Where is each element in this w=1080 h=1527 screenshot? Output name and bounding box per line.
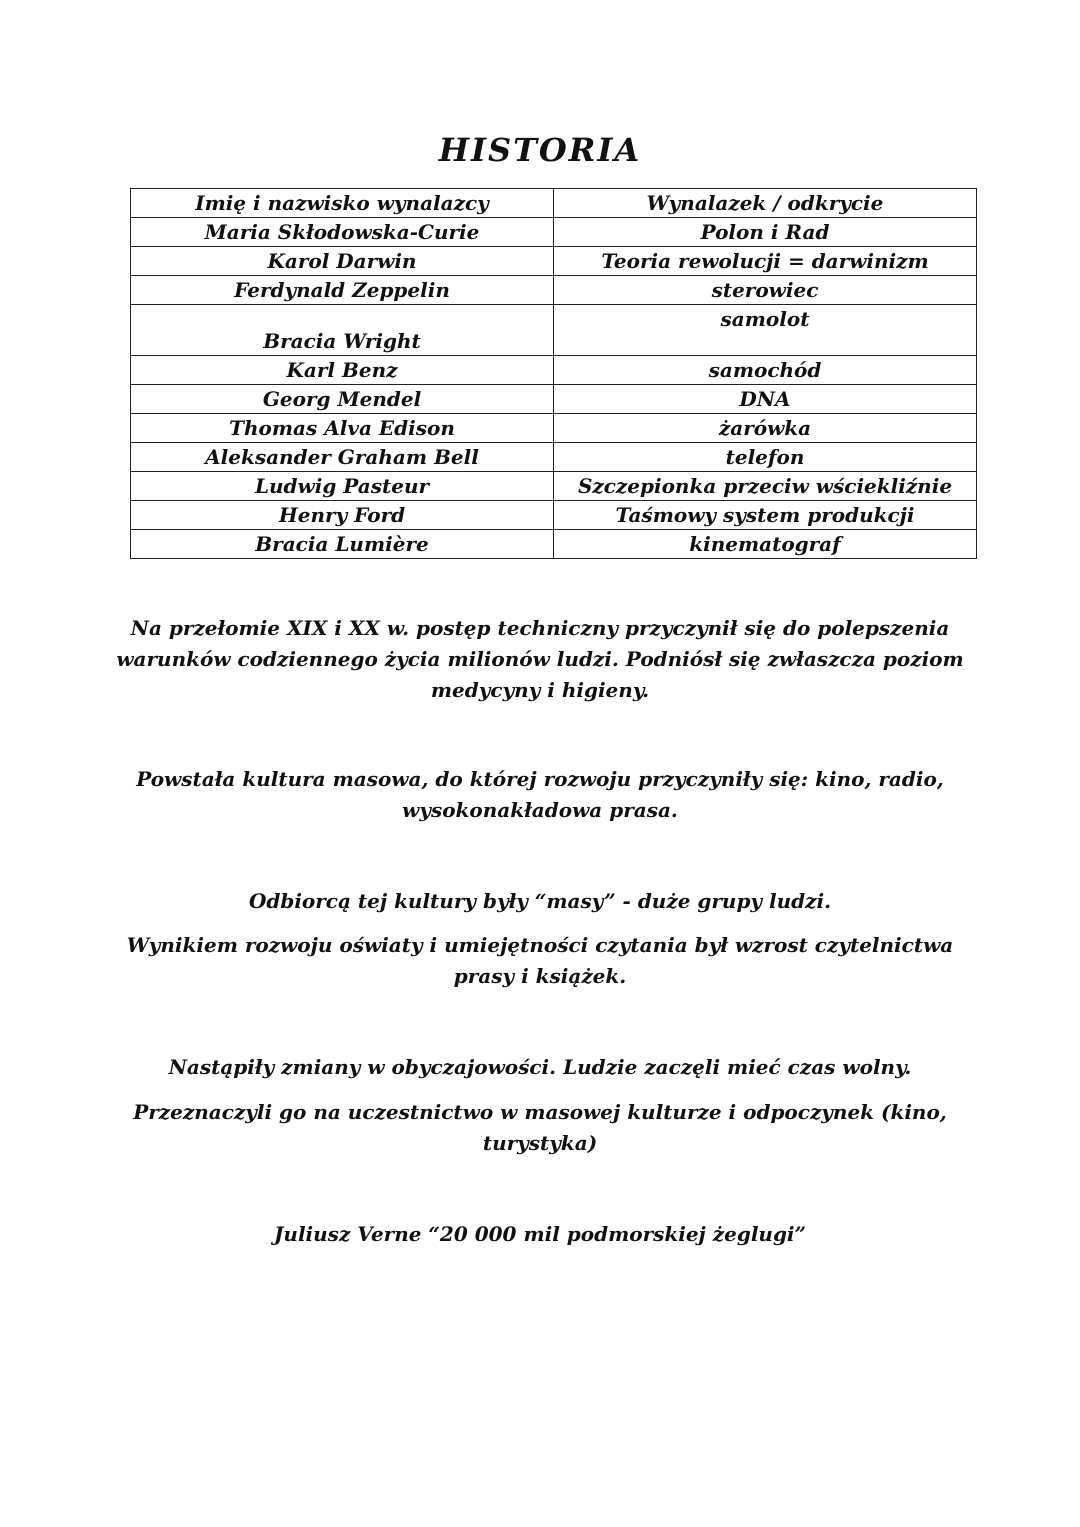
table-row — [131, 530, 977, 559]
paragraph-line: turystyka) — [482, 1131, 598, 1155]
paragraph-line: warunków codziennego życia milionów ludzi. Podniósł się zwłaszcza poziom — [116, 647, 964, 671]
table-row — [131, 247, 977, 276]
invention-cell: DNA — [554, 385, 977, 414]
paragraph-line: Powstała kultura masowa, do której rozwoju przyczyniły się: kino, radio, — [136, 767, 944, 791]
paragraph-line: Nastąpiły zmiany w obyczajowości. Ludzie zaczęli mieć czas wolny. — [168, 1055, 912, 1079]
inventor-cell: Georg Mendel — [131, 385, 554, 414]
paragraph-line: Przeznaczyli go na uczestnictwo w masowej kulturze i odpoczynek (kino, — [133, 1100, 947, 1124]
table-row — [131, 356, 977, 385]
inventor-cell: Karol Darwin — [131, 247, 554, 276]
table-row — [131, 472, 977, 501]
inventor-cell: Maria Skłodowska-Curie — [131, 218, 554, 247]
invention-cell: Polon i Rad — [554, 218, 977, 247]
table-row — [131, 501, 977, 530]
paragraph-technical-progress — [110, 613, 970, 706]
paragraph-verne — [110, 1219, 970, 1250]
paragraph-line: Odbiorcą tej kultury były “masy” - duże grupy ludzi. — [248, 889, 832, 913]
table-row — [131, 414, 977, 443]
invention-cell: sterowiec — [554, 276, 977, 305]
inventor-cell: Bracia Lumière — [131, 530, 554, 559]
page-title: HISTORIA — [438, 131, 642, 169]
inventor-cell: Thomas Alva Edison — [131, 414, 554, 443]
invention-cell: samolot — [554, 305, 977, 356]
invention-cell: telefon — [554, 443, 977, 472]
table-row — [131, 218, 977, 247]
table-row — [131, 385, 977, 414]
inventor-cell: Ludwig Pasteur — [131, 472, 554, 501]
invention-cell: kinematograf — [554, 530, 977, 559]
invention-cell: żarówka — [554, 414, 977, 443]
column-header-invention: Wynalazek / odkrycie — [554, 189, 977, 218]
paragraph-line: Na przełomie XIX i XX w. postęp techniczny przyczynił się do polepszenia — [130, 616, 950, 640]
column-header-inventor: Imię i nazwisko wynalazcy — [131, 189, 554, 218]
table-row — [131, 305, 977, 356]
paragraph-education — [110, 930, 970, 992]
paragraph-customs — [110, 1052, 970, 1083]
paragraph-line: medycyny i higieny. — [430, 678, 650, 702]
inventor-cell: Aleksander Graham Bell — [131, 443, 554, 472]
paragraph-line: prasy i książek. — [453, 964, 627, 988]
inventor-cell: Bracia Wright — [131, 305, 554, 356]
table-row — [131, 276, 977, 305]
paragraph-audience — [110, 886, 970, 917]
table-header-row — [131, 189, 977, 218]
paragraph-line: Juliusz Verne “20 000 mil podmorskiej żeglugi” — [273, 1222, 807, 1246]
paragraph-line: wysokonakładowa prasa. — [402, 798, 678, 822]
paragraph-mass-culture — [110, 764, 970, 826]
inventor-cell: Henry Ford — [131, 501, 554, 530]
invention-cell: Teoria rewolucji = darwinizm — [554, 247, 977, 276]
invention-cell: samochód — [554, 356, 977, 385]
inventors-table — [130, 188, 977, 559]
invention-cell: Szczepionka przeciw wściekliźnie — [554, 472, 977, 501]
invention-cell: Taśmowy system produkcji — [554, 501, 977, 530]
paragraph-line: Wynikiem rozwoju oświaty i umiejętności czytania był wzrost czytelnictwa — [126, 933, 954, 957]
table-row — [131, 443, 977, 472]
inventor-cell: Karl Benz — [131, 356, 554, 385]
paragraph-free-time — [110, 1097, 970, 1159]
inventor-cell: Ferdynald Zeppelin — [131, 276, 554, 305]
